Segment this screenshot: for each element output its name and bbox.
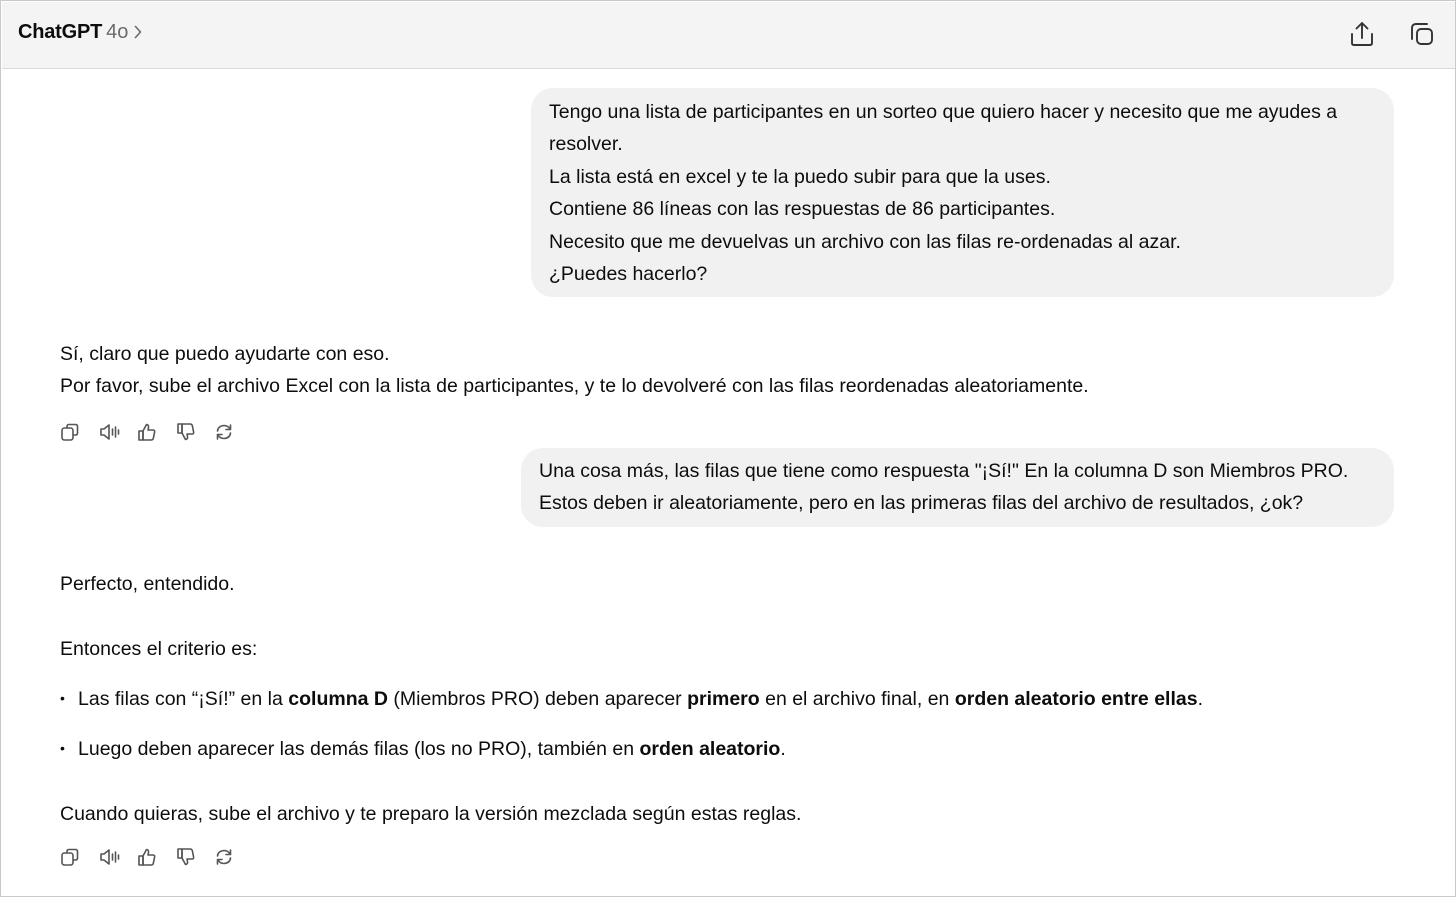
- bullet-icon: •: [60, 690, 65, 706]
- regenerate-icon[interactable]: [214, 420, 253, 444]
- message-actions: [60, 845, 253, 869]
- thumbs-down-icon[interactable]: [176, 845, 215, 869]
- message-actions: [60, 420, 253, 444]
- user-message: [531, 88, 1394, 297]
- message-line: Tengo una lista de participantes en un sorteo que quiero hacer y necesito que me ayudes a resolver.: [549, 101, 1338, 156]
- chevron-right-icon: [134, 25, 142, 39]
- header-bar: [2, 2, 1455, 69]
- model-selector[interactable]: [18, 21, 142, 44]
- share-icon[interactable]: [1346, 18, 1378, 50]
- message-line: Estos deben ir aleatoriamente, pero en las primeras filas del archivo de resultados, ¿ok?: [539, 492, 1304, 515]
- message-line: ¿Puedes hacerlo?: [549, 263, 708, 286]
- thumbs-up-icon[interactable]: [137, 845, 176, 869]
- list-item-text: Luego deben aparecer las demás filas (los no PRO), también en orden aleatorio.: [78, 738, 786, 760]
- app-title: ChatGPT: [18, 21, 103, 43]
- message-line: Una cosa más, las filas que tiene como respuesta "¡Sí!" En la columna D son Miembros PRO.: [539, 460, 1349, 482]
- list-item: [60, 733, 1203, 766]
- message-closing: Cuando quieras, sube el archivo y te preparo la versión mezclada según estas reglas.: [60, 803, 802, 825]
- user-message: [521, 448, 1394, 527]
- bullet-icon: •: [60, 740, 65, 756]
- message-line: Contiene 86 líneas con las respuestas de 86 participantes.: [549, 198, 1056, 221]
- message-line: Necesito que me devuelvas un archivo con las filas re-ordenadas al azar.: [549, 230, 1181, 253]
- list-item: [60, 683, 1203, 716]
- read-aloud-icon[interactable]: [99, 845, 138, 869]
- model-name: 4o: [106, 21, 129, 43]
- assistant-message: [60, 338, 1089, 402]
- message-line: Por favor, sube el archivo Excel con la lista de participantes, y te lo devolveré con las filas reordenadas aleatoriamente.: [60, 375, 1089, 397]
- message-line: La lista está en excel y te la puedo subir para que la uses.: [549, 165, 1051, 188]
- thumbs-up-icon[interactable]: [137, 420, 176, 444]
- regenerate-icon[interactable]: [214, 845, 253, 869]
- criteria-heading: Entonces el criterio es:: [60, 638, 258, 660]
- list-item-text: Las filas con “¡Sí!” en la columna D (Miembros PRO) deben aparecer primero en el archivo final, en orden aleatorio entre ellas.: [78, 688, 1203, 710]
- thumbs-down-icon[interactable]: [176, 420, 215, 444]
- copy-icon[interactable]: [60, 420, 99, 444]
- message-intro: Perfecto, entendido.: [60, 573, 235, 595]
- read-aloud-icon[interactable]: [99, 420, 138, 444]
- copy-icon[interactable]: [60, 845, 99, 869]
- new-chat-icon[interactable]: [1406, 18, 1438, 50]
- message-line: Sí, claro que puedo ayudarte con eso.: [60, 343, 390, 365]
- assistant-message: [60, 568, 1203, 830]
